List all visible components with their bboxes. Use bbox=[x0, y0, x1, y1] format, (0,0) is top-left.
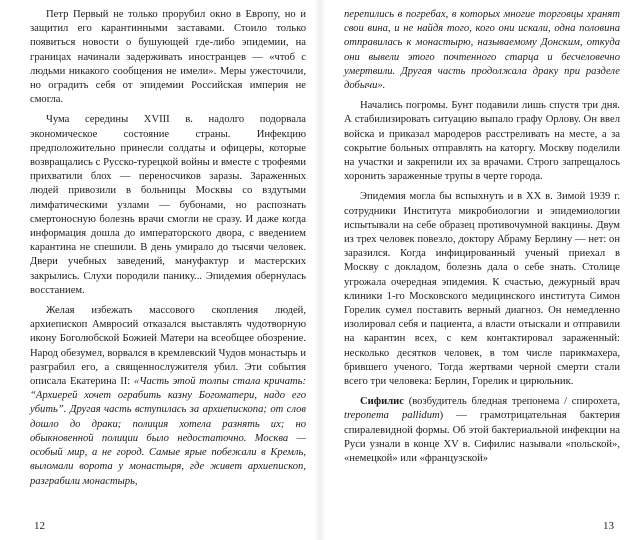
syphilis-definition-b: ) — грамотрицательная бактерия спиралевидной формы. Об этой бактериальной инфекции на Руси узнали в конце XV в. Сифилис называли «польской», «немецкой» или «французской» bbox=[344, 410, 621, 465]
syphilis-definition-a: (возбудитель бледная трепонема / спирохета, bbox=[403, 396, 620, 408]
left-page bbox=[0, 0, 318, 540]
paragraph-pogroms: Начались погромы. Бунт подавили лишь спустя три дня. А стабилизировать ситуацию выпало графу Орлову. Он ввел войска и приказал мародеров расстреливать на месте, а за сокрытие больных отправлять на каторгу. Москву поделили на участки и закрепили их за врачами. Строго запрещалось хоронить зараженные трупы в черте города. bbox=[344, 100, 620, 183]
right-page bbox=[320, 0, 640, 540]
catherine-quote-continued: перепились в погребах, в которых многие торговцы хранят свои вина, и не найдя того, кого они искали, одна половина отправилась к монастырю, называемому Донским, откуда они вывели этого почтенного старца и бесчеловечно умертвили. Другая часть продолжала драку при разделе добычи». bbox=[344, 9, 620, 92]
paragraph-archbishop-text: Желая избежать массового скопления людей, архиепископ Амвросий отказался выставлять чудотворную икону Боголюбской Божией Матери на всеобщее обозрение. Народ обезумел, ворвался в кремлевский Чудов монастырь и разграбил его, а священнослужителя убил. Эти события описала Екатерина II: bbox=[30, 305, 306, 388]
catherine-quote: «Часть этой толпы стала кричать: “Архиерей хочет ограбить казну Богоматери, надо его убить”. Другая часть вступилась за архиепископа; от слов дошло до драки; полиция хотела разнять их; но обыкновенной полиции было недостаточно. Москва — особый мир, а не город. Самые ярые побежали в Кремль, выломали ворота у монастыря, где живет архиепископ, разграбили монастырь, bbox=[30, 376, 307, 487]
paragraph-peter-first: Петр Первый не только прорубил окно в Европу, но и защитил его карантинными заставами. Стоило только появиться новости о бушующей где-либо эпидемии, на границах начинали задерживать иностранцев — «чтоб с людьми никакого сообщения не имели». Меры ужесточили, но оградить себя от эпидемии Российская империя не смогла. bbox=[30, 9, 306, 106]
paragraph-plague-18th-century: Чума середины XVIII в. надолго подорвала экономическое состояние страны. Инфекцию предположительно принесли солдаты и офицеры, которые возвращались с Русско-турецкой войны и вместе с трофеями прихватили блох — переносчиков заразы. Зараженных людей привозили в больницы Москвы со вздутыми лимфатическими узлами — бубонами, но распознать смертоносную болезнь врачи смогли не сразу. И даже когда информация дошла до императорского двора, с введением карантина не спешили. В день умирало до тысячи человек. Двери учебных заведений, мануфактур и мастерских закрылись. Слухи породили панику... Эпидемия обернулась восстанием. bbox=[30, 114, 306, 296]
page-number-left: 12 bbox=[34, 520, 45, 532]
paragraph-syphilis bbox=[344, 395, 620, 466]
term-syphilis: Сифилис bbox=[360, 396, 404, 408]
page-number-right: 13 bbox=[603, 520, 614, 532]
paragraph-1939-epidemic: Эпидемия могла бы вспыхнуть и в XX в. Зимой 1939 г. сотрудники Института микробиологии и эпидемиологии испытывали на себе образец противочумной вакцины. Двум из трех человек повезло, доктору Абраму Берлину — нет: он заразился. Когда инфицированный ученый приехал в Москву с докладом, болезнь дала о себе знать. Столице угрожала очередная эпидемия. К счастью, дежурный врач клиники 1-го Московского медицинского института Симон Горелик сумел поставить верный диагноз. Он немедленно изолировал себя и пациента, а власти отыскали и отправили на карантин всех, с кем контактировал зараженный: несколько десятков человек, в том числе парикмахера, брившего ученого. Тогда жертвами черной смерти стали всего три человека: Берлин, Горелик и цирюльник. bbox=[344, 191, 620, 388]
right-page-text bbox=[344, 8, 620, 466]
paragraph-archbishop-ambrose bbox=[30, 304, 306, 489]
left-page-text bbox=[30, 8, 306, 489]
latin-name: treponema pallidum bbox=[344, 410, 440, 422]
